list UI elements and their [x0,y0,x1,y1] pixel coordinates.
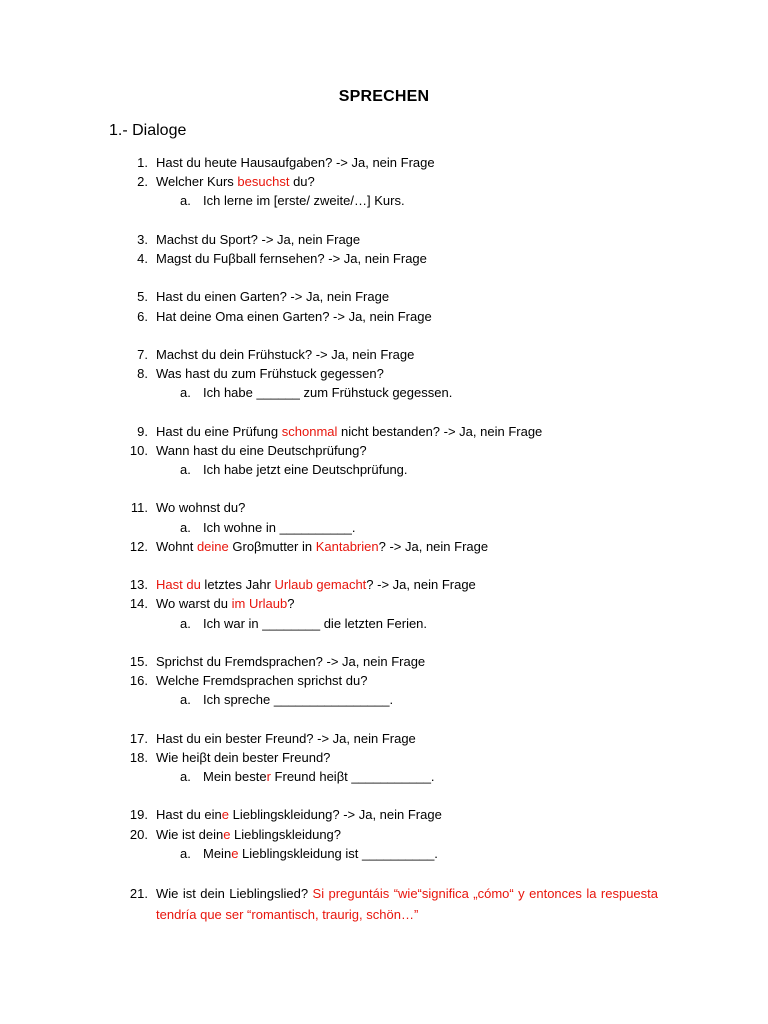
answer-text [203,460,408,479]
question-item [0,441,768,460]
text-segment: Hat deine Oma einen Garten? -> Ja, nein Frage [156,308,432,324]
question-text [156,748,330,767]
question-text [156,287,389,306]
text-segment: ? -> Ja, nein Frage [366,577,476,593]
question-number: 20. [129,826,148,842]
question-item [0,594,768,613]
question-number: 14. [129,596,148,612]
question-item [0,249,768,268]
answer-letter: a. [180,692,191,708]
question-text [156,805,442,824]
question-text [156,172,315,191]
question-item [0,537,768,556]
answer-text [203,767,435,786]
question-item [0,805,768,824]
answer-item [0,690,768,709]
text-segment: Sprichst du Fremdsprachen? -> Ja, nein Frage [156,653,426,669]
text-segment: letztes Jahr [200,577,275,593]
text-segment: ? -> Ja, nein Frage [378,538,489,554]
question-text [156,230,360,249]
answer-item [0,518,768,537]
question-text [156,498,245,517]
question-text [156,671,367,690]
answer-item [0,383,768,402]
text-segment: du? [289,174,315,190]
question-item [0,729,768,748]
question-number: 7. [137,346,148,362]
question-number: 8. [137,366,148,382]
text-segment: Mein beste [203,769,267,784]
spacer [0,268,768,287]
spacer [0,863,768,882]
highlighted-text: Urlaub gemacht [274,577,367,593]
question-text [156,422,542,441]
question-item [0,575,768,594]
spacer [0,402,768,421]
question-text [156,537,488,556]
question-item [0,230,768,249]
answer-letter: a. [180,193,191,209]
section-heading: 1.- Dialoge [109,122,187,139]
question-item [0,825,768,844]
spacer [0,211,768,230]
answer-item [0,767,768,786]
text-segment: Welcher Kurs [156,174,238,190]
question-number: 11. [130,500,148,516]
answer-letter: a. [180,615,191,631]
question-number: 6. [137,308,148,324]
question-number: 13. [129,577,148,593]
text-segment: Wohnt [156,538,197,554]
question-text [156,153,435,172]
text-segment: ? [287,596,295,612]
text-segment: Hast du heute Hausaufgaben? -> Ja, nein Frage [156,155,435,170]
answer-letter: a. [180,462,191,477]
text-segment: nicht bestanden? -> Ja, nein Frage [337,423,543,439]
answer-text [203,518,356,537]
question-item [0,287,768,306]
answer-item [0,844,768,863]
highlighted-text: e [221,807,229,823]
text-segment: Freund heiβt ___________. [270,769,435,784]
spacer [0,786,768,805]
question-number: 18. [129,749,148,765]
question-number: 3. [137,231,148,247]
highlighted-text: e [231,845,239,861]
question-item [0,883,768,927]
question-text [156,652,425,671]
text-segment: Machst du Sport? -> Ja, nein Frage [156,231,361,247]
question-item [0,345,768,364]
highlighted-text: e [223,826,231,842]
spacer [0,709,768,728]
text-segment: Groβmutter in [228,538,316,554]
text-segment: Hast du ein [156,807,222,823]
question-number: 16. [129,673,148,689]
answer-item [0,191,768,210]
question-item [0,307,768,326]
question-item [0,172,768,191]
question-text [156,441,367,460]
answer-letter: a. [180,385,191,401]
text-segment: Wann hast du eine Deutschprüfung? [156,442,367,458]
question-item [0,671,768,690]
text-segment: Machst du dein Frühstuck? -> Ja, nein Frage [156,346,415,362]
text-segment: Welche Fremdsprachen sprichst du? [156,673,368,689]
text-segment: Ich spreche ________________. [203,692,394,708]
question-text [156,345,414,364]
spacer [0,479,768,498]
text-segment: Wie ist dein [156,826,224,842]
answer-item [0,460,768,479]
question-number: 1. [137,155,148,170]
answer-text [203,383,452,402]
question-text [156,594,294,613]
highlighted-text: deine [196,538,229,554]
highlighted-text: Si preguntáis “wie“significa „cómo“ y entonces la respuesta tendría que ser “romantisch, traurig, schön…” [156,886,658,923]
text-segment: Ich lerne im [erste/ zweite/…] Kurs. [203,193,405,209]
question-number: 21. [129,886,148,902]
text-segment: Ich wohne in __________. [203,519,356,535]
highlighted-text: Hast du [156,577,201,593]
question-text [156,729,416,748]
answer-text [203,844,438,863]
page-title: SPRECHEN [338,88,430,105]
question-item [0,748,768,767]
question-text [156,825,341,844]
text-segment: Lieblingskleidung? -> Ja, nein Frage [229,807,442,823]
text-segment: Ich war in ________ die letzten Ferien. [203,615,428,631]
highlighted-text: besuchst [237,174,290,190]
answer-text [203,614,427,633]
text-segment: Mein [203,845,232,861]
text-segment: Ich habe ______ zum Frühstuck gegessen. [203,385,453,401]
question-text [156,883,658,925]
question-number: 2. [137,174,148,190]
highlighted-text: r [266,769,271,784]
question-number: 4. [137,250,148,266]
question-number: 9. [137,423,148,439]
question-number: 17. [129,730,148,746]
text-segment: Magst du Fuβball fernsehen? -> Ja, nein Frage [156,250,427,266]
answer-letter: a. [180,769,191,784]
question-number: 12. [129,538,148,554]
question-text [156,249,427,268]
highlighted-text: im Urlaub [231,596,288,612]
spacer [0,556,768,575]
spacer [0,326,768,345]
highlighted-text: schonmal [281,423,338,439]
answer-text [203,690,393,709]
text-segment: Wie heiβt dein bester Freund? [156,749,331,765]
text-segment: Hast du eine Prüfung [156,423,282,439]
question-text [156,364,384,383]
answer-item [0,614,768,633]
question-item [0,153,768,172]
text-segment: Lieblingskleidung ist __________. [238,845,438,861]
text-segment: Wo warst du [156,596,232,612]
text-segment: Hast du einen Garten? -> Ja, nein Frage [156,289,390,305]
question-item [0,364,768,383]
answer-text [203,191,405,210]
question-list [0,153,768,927]
text-segment: Hast du ein bester Freund? -> Ja, nein Frage [156,730,416,746]
spacer [0,633,768,652]
answer-letter: a. [180,519,191,535]
question-number: 19. [129,807,148,823]
question-item [0,498,768,517]
highlighted-text: Kantabrien [315,538,379,554]
question-item [0,652,768,671]
text-segment: Lieblingskleidung? [230,826,342,842]
text-segment: Wie ist dein Lieblingslied? [156,886,313,902]
question-text [156,307,432,326]
question-text [156,575,476,594]
question-number: 15. [129,653,148,669]
question-number: 5. [137,289,148,305]
text-segment: Was hast du zum Frühstuck gegessen? [156,366,384,382]
question-item [0,422,768,441]
answer-letter: a. [180,845,191,861]
text-segment: Wo wohnst du? [156,500,246,516]
text-segment: Ich habe jetzt eine Deutschprüfung. [203,462,408,477]
question-number: 10. [129,442,148,458]
